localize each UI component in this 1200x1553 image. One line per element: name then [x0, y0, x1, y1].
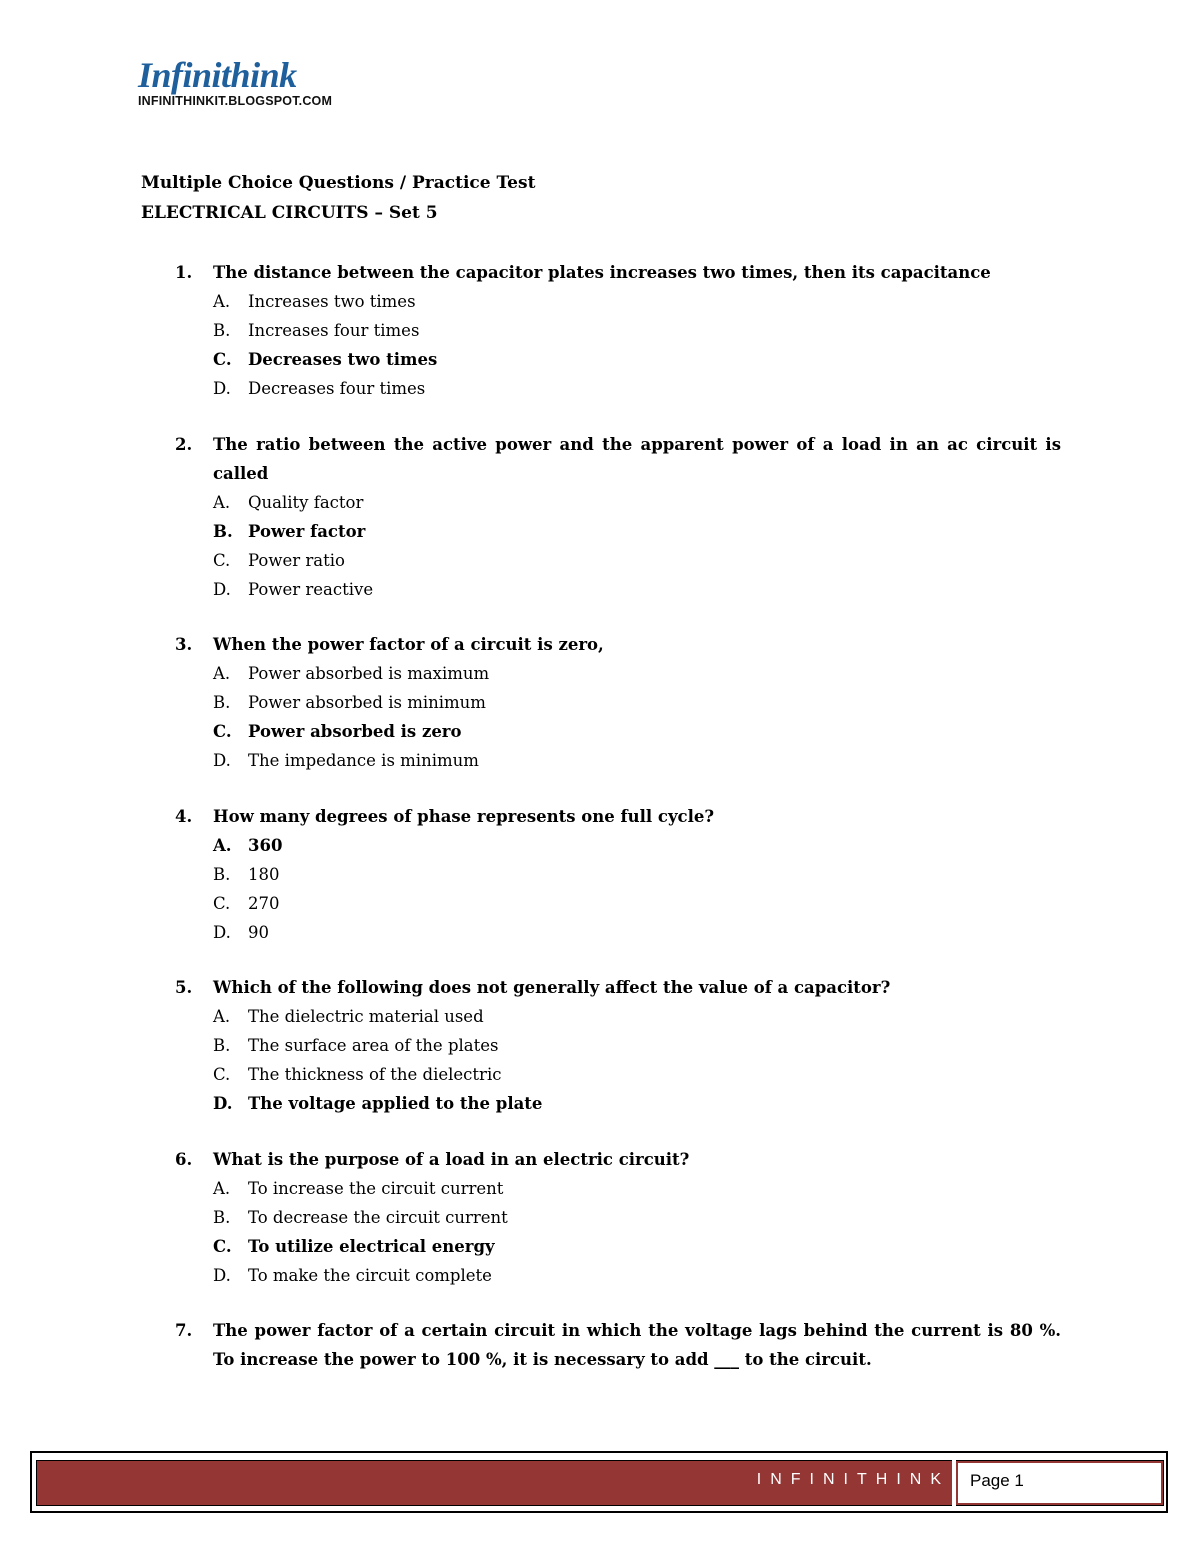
option-6a: A. To increase the circuit current [213, 1178, 504, 1198]
question-number: 6. [175, 1149, 193, 1169]
option-4d: D. 90 [213, 922, 269, 942]
question-number: 5. [175, 978, 193, 997]
question-number: 4. [175, 806, 193, 826]
logo-wordmark: Infinithink [138, 55, 297, 95]
option-5a: A. The dielectric material used [213, 1007, 484, 1026]
page-number: Page 1 [970, 1471, 1024, 1490]
option-4c: C. 270 [213, 893, 280, 913]
option-1c: C. Decreases two times [213, 350, 438, 369]
question-1 [141, 258, 1061, 403]
options-list [141, 488, 1061, 604]
question-text: The power factor of a certain circuit in which the voltage lags behind the current is 80 %. To increase the power to 100 %, it is necessary to add ___ to the circuit. [213, 1321, 1061, 1369]
option-5b: B. The surface area of the plates [213, 1036, 499, 1055]
option-1a: A. Increases two times [213, 292, 416, 311]
question-6 [141, 1145, 1061, 1290]
option-3d: D. The impedance is minimum [213, 751, 479, 770]
logo-url: INFINITHINKIT.BLOGSPOT.COM [138, 94, 333, 108]
question-text: The distance between the capacitor plates increases two times, then its capacitance [213, 263, 991, 282]
question-text: How many degrees of phase represents one full cycle? [213, 806, 715, 826]
document-subtitle: ELECTRICAL CIRCUITS – Set 5 [141, 203, 438, 223]
footer-brand: INFINITHINK [756, 1471, 950, 1488]
option-2c: C. Power ratio [213, 550, 345, 570]
options-list [141, 1002, 1061, 1118]
question-3 [141, 630, 1061, 775]
option-2d: D. Power reactive [213, 579, 374, 599]
option-3c: C. Power absorbed is zero [213, 722, 462, 741]
option-1b: B. Increases four times [213, 321, 420, 340]
option-5d: D. The voltage applied to the plate [213, 1094, 543, 1113]
option-1d: D. Decreases four times [213, 379, 426, 398]
option-2b: B. Power factor [213, 521, 366, 541]
question-5 [141, 973, 1061, 1118]
question-list [141, 258, 1061, 1401]
option-6d: D. To make the circuit complete [213, 1265, 492, 1285]
question-number: 7. [175, 1321, 193, 1340]
option-4b: B. 180 [213, 864, 280, 884]
question-text: Which of the following does not generally affect the value of a capacitor? [213, 978, 891, 997]
infinithink-logo [138, 56, 338, 112]
question-number: 1. [175, 263, 193, 282]
question-7 [141, 1316, 1061, 1374]
question-text: When the power factor of a circuit is zero, [213, 635, 604, 654]
options-list [141, 659, 1061, 775]
question-number: 3. [175, 635, 193, 654]
question-text: What is the purpose of a load in an electric circuit? [213, 1149, 690, 1169]
question-4 [141, 802, 1061, 947]
option-3a: A. Power absorbed is maximum [213, 664, 490, 683]
options-list [141, 1174, 1061, 1290]
document-title: Multiple Choice Questions / Practice Test [141, 173, 536, 193]
question-2 [141, 430, 1061, 604]
question-text: The ratio between the active power and the apparent power of a load in an ac circuit is called [213, 434, 1061, 483]
question-number: 2. [175, 434, 193, 454]
option-4a: A. 360 [213, 835, 283, 855]
options-list [141, 287, 1061, 403]
options-list [141, 831, 1061, 947]
option-2a: A. Quality factor [213, 492, 364, 512]
option-5c: C. The thickness of the dielectric [213, 1065, 502, 1084]
option-6b: B. To decrease the circuit current [213, 1207, 508, 1227]
option-3b: B. Power absorbed is minimum [213, 693, 486, 712]
option-6c: C. To utilize electrical energy [213, 1236, 495, 1256]
